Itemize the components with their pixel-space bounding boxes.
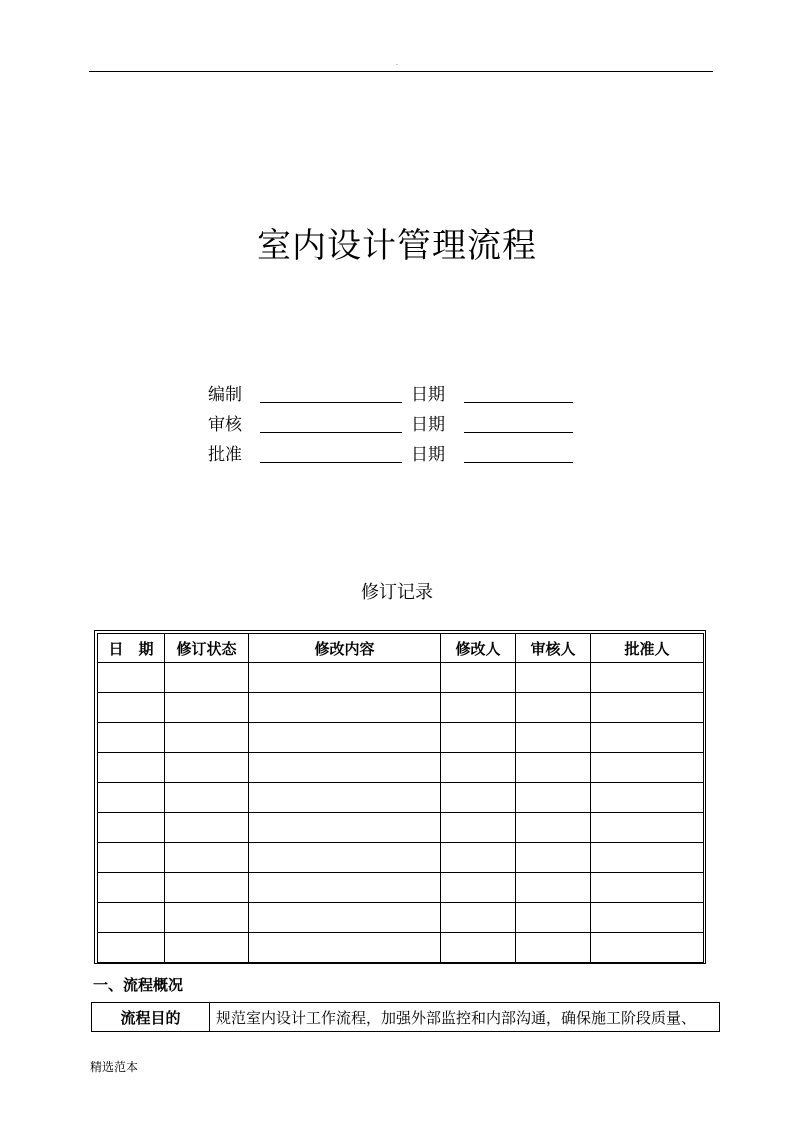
table-cell[interactable] — [249, 903, 441, 933]
signature-line[interactable] — [260, 402, 402, 403]
signature-line[interactable] — [260, 432, 402, 433]
column-header-modifier: 修改人 — [441, 634, 516, 663]
table-row — [98, 813, 704, 843]
purpose-label: 流程目的 — [92, 1003, 210, 1032]
table-cell[interactable] — [249, 933, 441, 963]
table-cell[interactable] — [441, 783, 516, 813]
signature-line[interactable] — [260, 462, 402, 463]
table-row — [98, 753, 704, 783]
table-cell[interactable] — [441, 873, 516, 903]
document-title: 室内设计管理流程 — [257, 226, 537, 266]
table-cell[interactable] — [441, 933, 516, 963]
table-cell[interactable] — [98, 693, 165, 723]
section-title: 一、流程概况 — [93, 976, 184, 994]
table-cell[interactable] — [591, 723, 704, 753]
header-rule — [89, 71, 713, 72]
table-row — [98, 903, 704, 933]
table-cell[interactable] — [98, 813, 165, 843]
table-cell[interactable] — [516, 783, 591, 813]
table-cell[interactable] — [249, 873, 441, 903]
table-row — [98, 783, 704, 813]
table-cell[interactable] — [165, 663, 249, 693]
signature-row-approve — [0, 440, 794, 466]
column-header-status: 修订状态 — [165, 634, 249, 663]
column-header-approver: 批准人 — [591, 634, 704, 663]
table-row — [98, 933, 704, 963]
signature-row-compile — [0, 380, 794, 406]
table-cell[interactable] — [98, 903, 165, 933]
column-header-content: 修改内容 — [249, 634, 441, 663]
table-cell[interactable] — [591, 843, 704, 873]
date-label: 日期 — [411, 415, 445, 435]
table-cell[interactable] — [441, 693, 516, 723]
table-row — [98, 663, 704, 693]
purpose-table — [91, 1002, 720, 1032]
table-cell[interactable] — [98, 873, 165, 903]
signature-label: 批准 — [208, 445, 242, 465]
table-cell[interactable] — [98, 723, 165, 753]
table-cell[interactable] — [516, 723, 591, 753]
table-cell[interactable] — [165, 873, 249, 903]
table-cell[interactable] — [165, 813, 249, 843]
table-cell[interactable] — [591, 693, 704, 723]
table-cell[interactable] — [165, 753, 249, 783]
table-cell[interactable] — [441, 753, 516, 783]
table-cell[interactable] — [441, 843, 516, 873]
date-label: 日期 — [411, 385, 445, 405]
table-cell[interactable] — [249, 753, 441, 783]
signature-label: 编制 — [208, 385, 242, 405]
revision-title: 修订记录 — [361, 582, 433, 603]
table-cell[interactable] — [591, 873, 704, 903]
table-cell[interactable] — [591, 753, 704, 783]
revision-header-row — [98, 634, 704, 663]
date-line[interactable] — [464, 462, 573, 463]
table-cell[interactable] — [441, 663, 516, 693]
table-cell[interactable] — [516, 663, 591, 693]
table-cell[interactable] — [441, 813, 516, 843]
table-cell[interactable] — [98, 753, 165, 783]
signature-label: 审核 — [208, 415, 242, 435]
table-cell[interactable] — [98, 933, 165, 963]
table-cell[interactable] — [165, 723, 249, 753]
revision-table — [97, 633, 704, 963]
table-cell[interactable] — [98, 843, 165, 873]
purpose-text: 规范室内设计工作流程，加强外部监控和内部沟通，确保施工阶段质量、 — [210, 1003, 720, 1032]
table-cell[interactable] — [516, 933, 591, 963]
table-row — [98, 723, 704, 753]
header-mark: . — [396, 60, 398, 67]
table-cell[interactable] — [249, 813, 441, 843]
table-row — [98, 693, 704, 723]
signature-block — [0, 380, 794, 480]
date-label: 日期 — [411, 445, 445, 465]
date-line[interactable] — [464, 432, 573, 433]
table-cell[interactable] — [249, 843, 441, 873]
table-cell[interactable] — [249, 693, 441, 723]
footer-text: 精选范本 — [90, 1060, 139, 1074]
table-cell[interactable] — [591, 903, 704, 933]
table-cell[interactable] — [591, 933, 704, 963]
table-cell[interactable] — [516, 903, 591, 933]
table-cell[interactable] — [516, 753, 591, 783]
table-cell[interactable] — [98, 783, 165, 813]
table-cell[interactable] — [591, 813, 704, 843]
table-cell[interactable] — [165, 693, 249, 723]
table-cell[interactable] — [249, 723, 441, 753]
table-cell[interactable] — [165, 903, 249, 933]
column-header-reviewer: 审核人 — [516, 634, 591, 663]
table-cell[interactable] — [591, 783, 704, 813]
table-row — [98, 843, 704, 873]
table-cell[interactable] — [249, 783, 441, 813]
table-cell[interactable] — [591, 663, 704, 693]
table-cell[interactable] — [441, 723, 516, 753]
table-cell[interactable] — [165, 843, 249, 873]
purpose-row — [92, 1003, 720, 1032]
date-line[interactable] — [464, 402, 573, 403]
table-cell[interactable] — [441, 903, 516, 933]
table-cell[interactable] — [516, 693, 591, 723]
table-cell[interactable] — [165, 783, 249, 813]
signature-row-review — [0, 410, 794, 436]
column-header-date: 日 期 — [98, 634, 165, 663]
table-cell[interactable] — [98, 663, 165, 693]
table-cell[interactable] — [516, 843, 591, 873]
table-row — [98, 873, 704, 903]
table-cell[interactable] — [249, 663, 441, 693]
table-cell[interactable] — [516, 813, 591, 843]
revision-table-frame — [94, 630, 706, 964]
table-cell[interactable] — [516, 873, 591, 903]
table-cell[interactable] — [165, 933, 249, 963]
